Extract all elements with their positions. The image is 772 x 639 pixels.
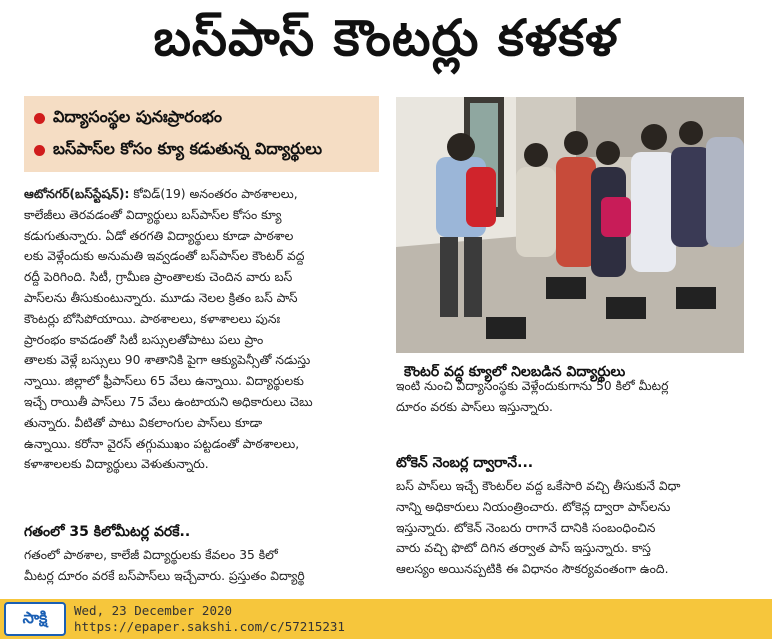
body-line: తాలకు వెళ్లే బస్సులు 90 శాతానికి పైగా ఆక్యుపెన్సీతో నడుస్తు bbox=[24, 353, 311, 368]
subhead-left: గతంలో 35 కిలోమీటర్ల వరకే.. bbox=[24, 524, 191, 540]
bullet-dot-icon bbox=[34, 145, 45, 156]
body-line: తున్నారు. వీటితో పాటు వికలాంగుల పాస్‌లు కూడా bbox=[24, 415, 263, 430]
body-line: ఇంటి నుంచి విద్యాసంస్థకు వెళ్లేందుకుగాను 50 కిలో మీటర్ల bbox=[396, 379, 669, 393]
body-line: ఉన్నాయి. కరోనా వైరస్ తగ్గుముఖం పట్టడంతో పాఠశాలలు, bbox=[24, 436, 300, 451]
article-body-right bbox=[396, 376, 756, 418]
body-line: కాలేజీలు తెరవడంతో విద్యార్థులు బస్‌పాస్‌ల కోసం క్యూ bbox=[24, 207, 282, 222]
body-line: లకు వెళ్లేందుకు అనుమతి ఇవ్వడంతో బస్‌పాస్‌ల కౌంటర్ వద్ద bbox=[24, 249, 305, 264]
body-line: గతంలో పాఠశాల, కాలేజీ విద్యార్థులకు కేవలం 35 కిలో bbox=[24, 548, 278, 562]
epaper-url-link[interactable]: https://epaper.sakshi.com/c/57215231 bbox=[74, 619, 345, 634]
highlight-item bbox=[34, 134, 369, 166]
footer-meta bbox=[74, 603, 345, 635]
students-queue-photo bbox=[396, 97, 744, 353]
article-headline: బస్‌పాస్ కౌంటర్లు కళకళ bbox=[153, 8, 619, 67]
photo-caption: కౌంటర్ వద్ద క్యూలో నిలబడిన విద్యార్థులు bbox=[404, 364, 626, 380]
article-body-left-tail bbox=[24, 545, 380, 587]
body-line: ఆటోనగర్(బస్‌స్టేషన్): కోవిడ్(19) అనంతరం పాఠశాలలు, bbox=[24, 187, 298, 201]
publication-date: Wed, 23 December 2020 bbox=[74, 603, 233, 618]
highlight-item bbox=[34, 102, 369, 134]
body-line: రద్దీ పెరిగింది. సిటీ, గ్రామీణ ప్రాంతాలకు చెందిన వారు బస్ bbox=[24, 270, 293, 285]
body-line: వారు వచ్చి ఫొటో దిగిన తర్వాత పాస్ ఇస్తున్నారు. కాస్త bbox=[396, 541, 651, 556]
photo-illustration bbox=[396, 97, 744, 353]
body-line: నాన్ని అధికారులు నియంత్రించారు. టోకెన్ల ద్వారా పాస్‌లను bbox=[396, 499, 671, 514]
article-body-left bbox=[24, 184, 380, 475]
highlight-text: బస్‌పాస్‌ల కోసం క్యూ కడుతున్న విద్యార్థులు bbox=[53, 138, 323, 158]
body-line: పాస్‌లను తీసుకుంటున్నారు. మూడు నెలల క్రితం బస్ పాస్ bbox=[24, 290, 298, 305]
body-line: కౌంటర్లు బోసిపోయాయి. పాఠశాలలు, కళాశాలలు పునః bbox=[24, 311, 281, 326]
highlights-box bbox=[24, 96, 379, 172]
subhead-right: టోకెన్ నెంబర్ల ద్వారానే... bbox=[396, 455, 534, 471]
highlight-text: విద్యాసంస్థల పునఃప్రారంభం bbox=[53, 106, 222, 126]
body-line: మీటర్ల దూరం వరకే బస్‌పాస్‌లు ఇచ్చేవారు. ప్రస్తుతం విద్యార్థి bbox=[24, 568, 305, 583]
article-body-right-tail bbox=[396, 476, 756, 580]
sakshi-logo: సాక్షి bbox=[4, 602, 66, 636]
body-line: కడుగుతున్నారు. ఏడో తరగతి విద్యార్థులు కూడా పాఠశాల bbox=[24, 228, 294, 243]
dateline: ఆటోనగర్(బస్‌స్టేషన్): bbox=[24, 187, 130, 201]
body-line: దూరం వరకు పాస్‌లు ఇస్తున్నారు. bbox=[396, 399, 553, 414]
body-line: ఆలస్యం అయినప్పటికి ఈ విధానం సౌకర్యవంతంగా ఉంది. bbox=[396, 562, 669, 577]
bullet-dot-icon bbox=[34, 113, 45, 124]
body-line: ఇచ్చే రాయితీ పాస్‌లు 75 వేలు ఉంటాయని అధికారులు చెబు bbox=[24, 394, 313, 409]
body-line: కళాశాలలకు విద్యార్థులు వెళుతున్నారు. bbox=[24, 457, 209, 472]
body-line: న్నాయి. జిల్లాలో ఫ్రీపాస్‌లు 65 వేలు ఉన్నాయి. విద్యార్థులకు bbox=[24, 374, 304, 389]
body-line: బస్ పాస్‌లు ఇచ్చే కౌంటర్‌ల వద్ద ఒకేసారి వచ్చి తీసుకునే విధా bbox=[396, 479, 681, 493]
body-line: ప్రారంభం కావడంతో సిటీ బస్సులతోపాటు పలు ప్రాం bbox=[24, 332, 264, 347]
epaper-footer bbox=[0, 599, 772, 639]
body-line: ఇస్తున్నారు. టోకెన్ నెంబరు రాగానే దానికి సంబంధించిన bbox=[396, 520, 656, 535]
